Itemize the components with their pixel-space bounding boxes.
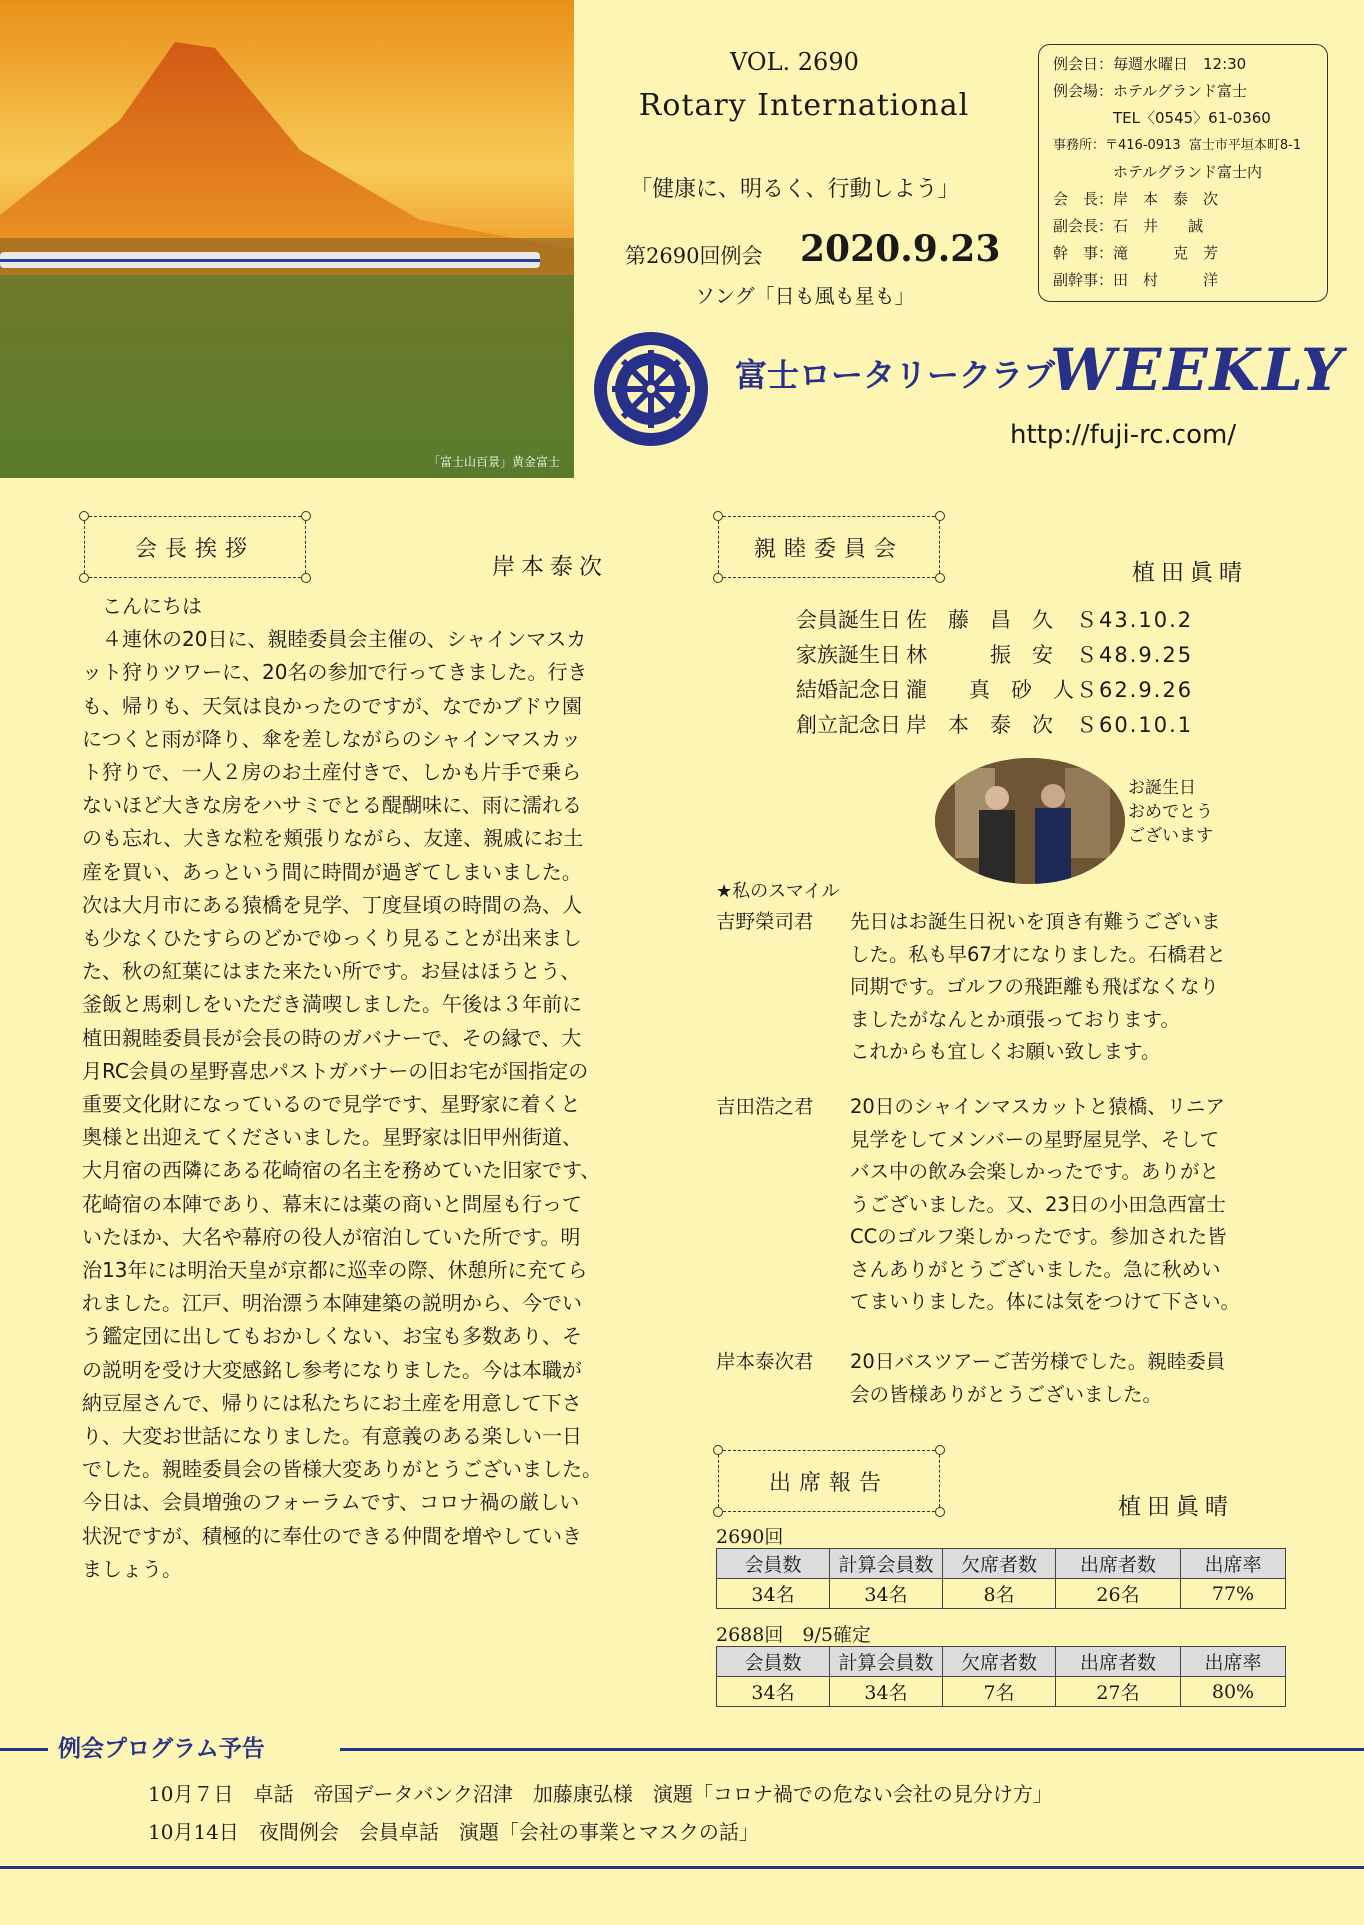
- smile-title: ★私のスマイル: [716, 881, 840, 902]
- message-line: ましょう。: [82, 1556, 182, 1581]
- column-header: 出席者数: [1056, 1549, 1181, 1579]
- message-line: 重要文化財になっているので見学です、星野家に着くと: [82, 1092, 581, 1117]
- message-line: も少なくひたすらのどかでゆっくり見ることが出来まし: [82, 926, 582, 951]
- message-line: ４連休の20日に、親睦委員会主催の、シャインマスカ: [82, 627, 587, 652]
- info-line: ホテルグランド富士内: [1053, 163, 1262, 181]
- smile-line: バス中の飲み会楽しかったです。ありがと: [850, 1160, 1219, 1183]
- column-header: 出席率: [1181, 1549, 1286, 1579]
- message-line: でした。親睦委員会の皆様大変ありがとうございました。: [82, 1457, 602, 1482]
- message-line: ト狩りで、一人２房のお土産付きで、しかも片手で乗ら: [82, 760, 582, 785]
- message-line: た、秋の紅葉にはまた来たい所です。お昼はほうとう、: [82, 959, 581, 984]
- smile-line: 見学をしてメンバーの星野屋見学、そして: [850, 1127, 1220, 1151]
- smile-line: 先日はお誕生日祝いを頂き有難うございま: [850, 910, 1221, 933]
- meeting-date: 2020.9.23: [800, 228, 1001, 270]
- attendance-author: 植田眞晴: [1118, 1494, 1234, 1520]
- anniversary-row: [796, 603, 1236, 638]
- smile-text: [850, 1346, 1225, 1411]
- attendance-report-label: 2690回: [716, 1526, 784, 1548]
- birthday-photo: [935, 758, 1125, 884]
- president-author: 岸本泰次: [492, 554, 608, 580]
- anniversary-date: Ｓ62.9.26: [1076, 678, 1194, 702]
- anniversary-date: Ｓ43.10.2: [1076, 608, 1194, 632]
- fuji-illustration: [0, 0, 574, 478]
- message-line: 納豆屋さんで、帰りには私たちにお土産を用意して下さ: [82, 1390, 582, 1415]
- anniversary-name: 岸 本 泰 次: [906, 713, 1053, 737]
- volume-number: VOL. 2690: [730, 48, 859, 76]
- message-line: 釜飯と馬刺しをいただき満喫しました。午後は３年前に: [82, 992, 582, 1017]
- table-header-row: [717, 1549, 1286, 1579]
- anniversary-type: 家族誕生日: [796, 643, 901, 667]
- column-header: 会員数: [717, 1647, 830, 1677]
- attendance-heading-box: [718, 1450, 940, 1512]
- birthday-message-line: おめでとう: [1128, 802, 1213, 822]
- smile-line: した。私も早67才になりました。石橋君と: [850, 942, 1226, 966]
- photo-caption: 「富士山百景」黄金富士: [427, 455, 560, 469]
- column-header: 出席者数: [1056, 1647, 1181, 1677]
- message-line: 月RC会員の星野喜忠パストガバナーの旧お宅が国指定の: [82, 1058, 589, 1083]
- message-line: の説明を受け大変感銘し参考になりました。今は本職が: [82, 1357, 582, 1382]
- message-line: につくと雨が降り、傘を差しながらのシャインマスカッ: [82, 726, 581, 751]
- birthday-message-line: ございます: [1128, 826, 1213, 846]
- info-line: 事務所：〒416-0913 富士市平垣本町8-1: [1053, 138, 1302, 153]
- smile-name: 吉野榮司君: [716, 910, 814, 933]
- table-cell: 34名: [717, 1677, 830, 1707]
- message-line: 植田親睦委員長が会長の時のガバナーで、その縁で、大: [82, 1025, 582, 1050]
- message-line: 次は大月市にある猿橋を見学、丁度昼頃の時間の為、人: [82, 892, 582, 917]
- info-line: 副会長：石 井 誠: [1053, 217, 1204, 235]
- birthday-message-line: お誕生日: [1128, 778, 1196, 798]
- attendance-heading: 出席報告: [768, 1471, 889, 1496]
- header-photo: [0, 0, 574, 478]
- program-divider-left: [0, 1748, 48, 1751]
- column-header: 欠席者数: [943, 1549, 1056, 1579]
- smile-line: てまいりました。体には気をつけて下さい。: [850, 1290, 1241, 1313]
- organization-name: Rotary International: [638, 88, 970, 123]
- meeting-number: 第2690回例会: [625, 244, 763, 268]
- friendship-heading-box: [718, 516, 940, 578]
- message-line: も、帰りも、天気は良かったのですが、なでかブドウ園: [82, 693, 582, 718]
- smile-name: 岸本泰次君: [716, 1350, 814, 1373]
- table-cell: 8名: [943, 1579, 1056, 1609]
- club-name: 富士ロータリークラブ: [735, 356, 1056, 394]
- column-header: 欠席者数: [943, 1647, 1056, 1677]
- smile-line: うございました。又、23日の小田急西富士: [850, 1192, 1226, 1216]
- table-cell: 26名: [1056, 1579, 1181, 1609]
- bottom-divider: [0, 1866, 1364, 1869]
- attendance-table: [716, 1548, 1286, 1609]
- song: ソング「日も風も星も」: [695, 284, 915, 308]
- anniversary-name: 瀧 真 砂 人: [906, 678, 1074, 702]
- anniversary-type: 創立記念日: [796, 713, 901, 737]
- smile-line: 20日バスツアーご苦労様でした。親睦委員: [850, 1350, 1226, 1373]
- message-line: いたほか、大名や幕府の役人が宿泊していた所です。明: [82, 1224, 581, 1249]
- table-cell: 34名: [830, 1579, 943, 1609]
- column-header: 会員数: [717, 1549, 830, 1579]
- attendance-table: [716, 1646, 1286, 1707]
- message-line: 大月宿の西隣にある花崎宿の名主を務めていた旧家です、: [82, 1158, 601, 1183]
- smile-line: 同期です。ゴルフの飛距離も飛ばなくなり: [850, 975, 1219, 998]
- anniversary-row: [796, 708, 1236, 743]
- theme: 「健康に、明るく、行動しよう」: [630, 177, 960, 202]
- program-item: 10月７日 卓話 帝国データバンク沼津 加藤康弘様 演題「コロナ禍での危ない会社の見分け方」: [148, 1782, 1053, 1806]
- message-line: れました。江戸、明治漂う本陣建築の説明から、今でい: [82, 1291, 582, 1316]
- info-line: 幹 事：滝 克 芳: [1053, 244, 1219, 262]
- smile-line: 会の皆様ありがとうございました。: [850, 1382, 1163, 1406]
- message-line: 今日は、会員増強のフォーラムです、コロナ禍の厳しい: [82, 1490, 580, 1515]
- smile-line: 20日のシャインマスカットと猿橋、リニア: [850, 1095, 1225, 1118]
- info-line: 副幹事：田 村 洋: [1053, 271, 1219, 289]
- friendship-heading: 親睦委員会: [753, 537, 904, 562]
- anniversary-date: Ｓ48.9.25: [1076, 643, 1194, 667]
- president-heading-box: [84, 516, 306, 578]
- smile-name: 吉田浩之君: [716, 1095, 814, 1118]
- smile-line: CCのゴルフ楽しかったです。参加された皆: [850, 1225, 1227, 1248]
- info-line: 例会場：ホテルグランド富士: [1053, 82, 1247, 100]
- president-heading: 会長挨拶: [134, 537, 255, 562]
- table-cell: 27名: [1056, 1677, 1181, 1707]
- smile-text: [850, 1091, 1240, 1319]
- column-header: 計算会員数: [830, 1549, 943, 1579]
- smile-text: [850, 906, 1226, 1069]
- program-item: 10月14日 夜間例会 会員卓話 演題「会社の事業とマスクの話」: [148, 1820, 759, 1844]
- message-line: のも忘れ、大きな粒を頬張りながら、友達、親戚にお土: [82, 826, 584, 851]
- table-row: [717, 1677, 1286, 1707]
- table-row: [717, 1579, 1286, 1609]
- message-line: ないほど大きな房をハサミでとる醍醐味に、雨に濡れる: [82, 793, 582, 818]
- message-line: 治13年には明治天皇が京都に巡幸の際、休憩所に充てら: [82, 1258, 588, 1283]
- table-cell: 34名: [717, 1579, 830, 1609]
- message-line: 産を買い、あっという間に時間が過ぎてしまいました。: [82, 859, 582, 884]
- president-message: [82, 590, 660, 1586]
- program-title: 例会プログラム予告: [58, 1736, 265, 1762]
- anniversary-row: [796, 638, 1236, 673]
- message-line: う鑑定団に出してもおかしくない、お宝も多数あり、そ: [82, 1324, 582, 1349]
- message-line: 奥様と出迎えてくださいました。星野家は旧甲州街道、: [82, 1125, 582, 1150]
- table-cell: 77%: [1181, 1579, 1286, 1609]
- club-info-box: [1038, 44, 1328, 302]
- info-line: 例会日：毎週水曜日 12:30: [1053, 55, 1247, 73]
- anniversary-date: Ｓ60.10.1: [1076, 713, 1194, 737]
- weekly-title: WEEKLY: [1050, 336, 1345, 404]
- column-header: 計算会員数: [830, 1647, 943, 1677]
- anniversary-name: 佐 藤 昌 久: [906, 608, 1053, 632]
- smile-line: さんありがとうございました。急に秋めい: [850, 1257, 1221, 1281]
- message-line: ット狩りツワーに、20名の参加で行ってきました。行き: [82, 660, 588, 685]
- message-line: こんにちは: [82, 594, 202, 618]
- column-header: 出席率: [1181, 1647, 1286, 1677]
- table-cell: 7名: [943, 1677, 1056, 1707]
- table-cell: 80%: [1181, 1677, 1286, 1707]
- friendship-author: 植田眞晴: [1132, 560, 1248, 586]
- attendance-report-label: 2688回 9/5確定: [716, 1624, 871, 1646]
- club-url[interactable]: http://fuji-rc.com/: [1010, 420, 1237, 450]
- anniversary-name: 林 振 安: [906, 643, 1053, 667]
- anniversary-type: 結婚記念日: [796, 678, 901, 702]
- anniversary-type: 会員誕生日: [796, 608, 901, 632]
- info-line: TEL〈0545〉61-0360: [1053, 109, 1271, 127]
- table-cell: 34名: [830, 1677, 943, 1707]
- message-line: 状況ですが、積極的に奉仕のできる仲間を増やしていき: [82, 1523, 582, 1548]
- anniversary-list: [796, 603, 1236, 743]
- smile-line: これからも宜しくお願い致します。: [850, 1040, 1161, 1063]
- birthday-message: [1128, 776, 1213, 848]
- message-line: り、大変お世話になりました。有意義のある楽しい一日: [82, 1424, 582, 1449]
- smile-line: ましたがなんとか頑張っております。: [850, 1007, 1180, 1031]
- info-line: 会 長：岸 本 泰 次: [1053, 190, 1219, 208]
- program-divider-right: [340, 1748, 1364, 1751]
- message-line: 花崎宿の本陣であり、幕末には薬の商いと問屋も行って: [82, 1191, 582, 1216]
- anniversary-row: [796, 673, 1236, 708]
- rotary-logo: [592, 330, 710, 448]
- table-header-row: [717, 1647, 1286, 1677]
